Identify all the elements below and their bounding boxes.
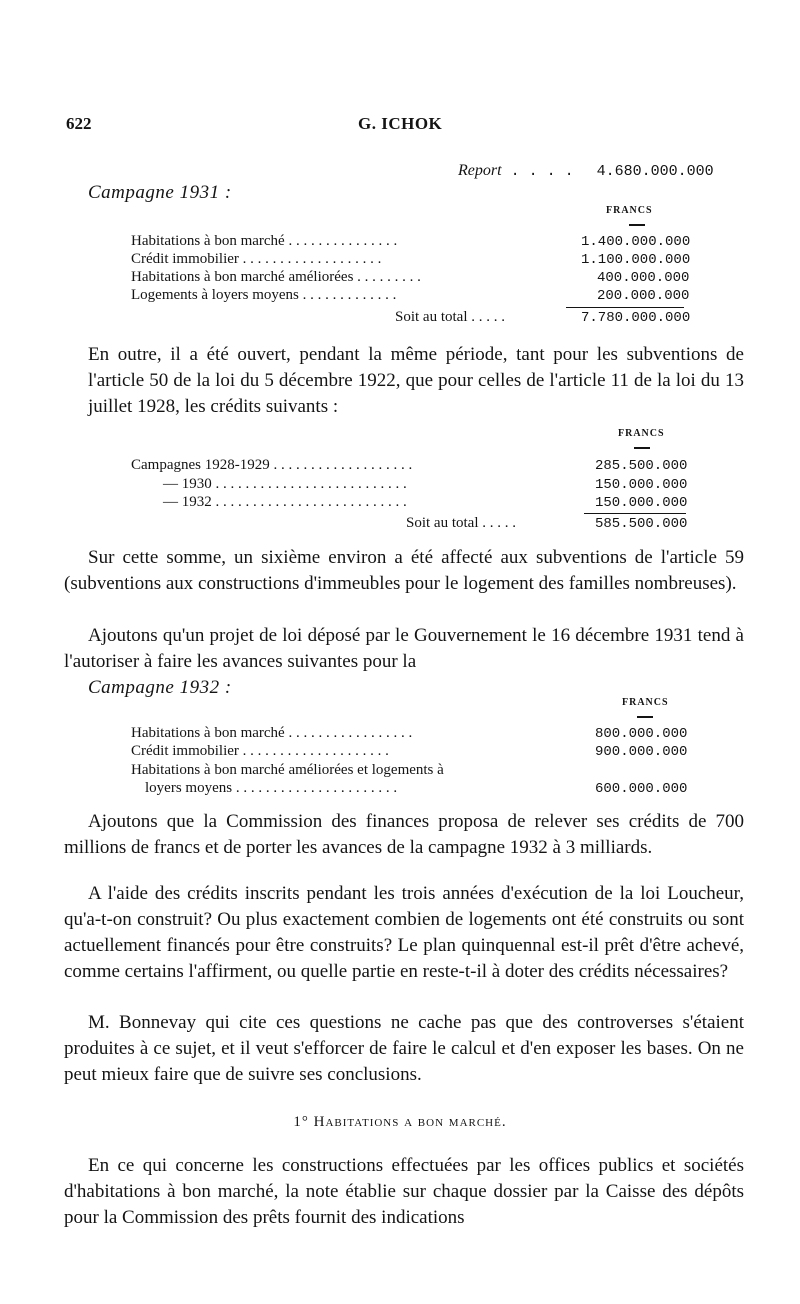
- paragraph: En outre, il a été ouvert, pendant la même période, tant pour les subventions de l'article 50 de la loi du 5 décembre 1922, que pour celles de l'article 11 de la loi du 13 juillet 1928, les crédits suivants :: [88, 344, 744, 417]
- units-dash: [634, 447, 650, 449]
- paragraph: Sur cette somme, un sixième environ a été affecté aux subventions de l'article 59 (subventions aux constructions d'immeubles pour le logement des familles nombreuses).: [64, 547, 744, 594]
- table-row: Habitations à bon marché améliorées et logements à: [131, 762, 444, 778]
- table-row: — 1930 . . . . . . . . . . . . . . . . . . . . . . . . . . 150.000.000: [163, 476, 688, 493]
- table-row: Habitations à bon marché améliorées . . . . . . . . . 400.000.000: [131, 269, 690, 286]
- units-dash: [629, 224, 645, 226]
- total-rule: [584, 513, 686, 514]
- report-dots: . . . .: [510, 163, 574, 180]
- paragraph: M. Bonnevay qui cite ces questions ne cache pas que des controverses s'étaient produites à ce sujet, et il veut s'efforcer de faire le calcul et d'en exposer les bases. On ne peut mieux faire que de suivre ses conclusions.: [64, 1012, 744, 1085]
- campaign-1931-units: FRANCS: [606, 205, 653, 216]
- report-value: 4.680.000.000: [596, 163, 714, 180]
- table-row: Campagnes 1928-1929 . . . . . . . . . . . . . . . . . . . 285.500.000: [131, 457, 688, 474]
- table-row-continuation: loyers moyens . . . . . . . . . . . . . . . . . . . . . . 600.000.000: [145, 780, 688, 797]
- paragraph: A l'aide des crédits inscrits pendant les trois années d'exécution de la loi Loucheur, qu'a-t-on construit? Ou plus exactement combien de logements ont été construits ou sont actuellement financés pour être construits? Le plan quinquennal est-il prêt d'être achevé, comme certains l'affirment, ou quelle partie en reste-t-il à doter des crédits nécessaires?: [64, 883, 744, 982]
- units-dash: [637, 716, 653, 718]
- page-number: 622: [66, 114, 92, 133]
- total-rule: [566, 307, 684, 308]
- running-head-author: G. ICHOK: [358, 114, 443, 133]
- campaign-1931-title: Campagne 1931 :: [88, 182, 232, 203]
- table-row: — 1932 . . . . . . . . . . . . . . . . . . . . . . . . . . 150.000.000: [163, 494, 688, 511]
- campaign-1932-units: FRANCS: [622, 697, 669, 708]
- campaign-1931-total: Soit au total . . . . .: [395, 309, 505, 325]
- paragraph: Ajoutons que la Commission des finances proposa de relever ses crédits de 700 millions de francs et de porter les avances de la campagne 1932 à 3 milliards.: [64, 811, 744, 858]
- table-row: Habitations à bon marché . . . . . . . . . . . . . . . 1.400.000.000: [131, 233, 691, 250]
- subventions-total: Soit au total . . . . .: [406, 515, 516, 531]
- subventions-units: FRANCS: [618, 428, 665, 439]
- table-row: Habitations à bon marché . . . . . . . . . . . . . . . . . 800.000.000: [131, 725, 688, 742]
- subventions-total-value: 585.500.000: [595, 516, 688, 532]
- table-row: Crédit immobilier . . . . . . . . . . . . . . . . . . . 1.100.000.000: [131, 251, 691, 268]
- paragraph: Ajoutons qu'un projet de loi déposé par le Gouvernement le 16 décembre 1931 tend à l'autoriser à faire les avances suivantes pour la: [64, 625, 744, 672]
- table-row: Crédit immobilier . . . . . . . . . . . . . . . . . . . . 900.000.000: [131, 743, 688, 760]
- paragraph: En ce qui concerne les constructions effectuées par les offices publics et sociétés d'habitations à bon marché, la note établie sur chaque dossier par la Caisse des dépôts pour la Commission des prêts fournit des indications: [64, 1155, 744, 1228]
- campaign-1932-title: Campagne 1932 :: [88, 677, 232, 698]
- section-heading: 1° Habitations a bon marché.: [293, 1114, 507, 1130]
- table-row: Logements à loyers moyens . . . . . . . . . . . . . 200.000.000: [131, 287, 690, 304]
- report-label: Report: [458, 162, 502, 179]
- report-line: [458, 162, 714, 180]
- campaign-1931-total-value: 7.780.000.000: [581, 310, 691, 326]
